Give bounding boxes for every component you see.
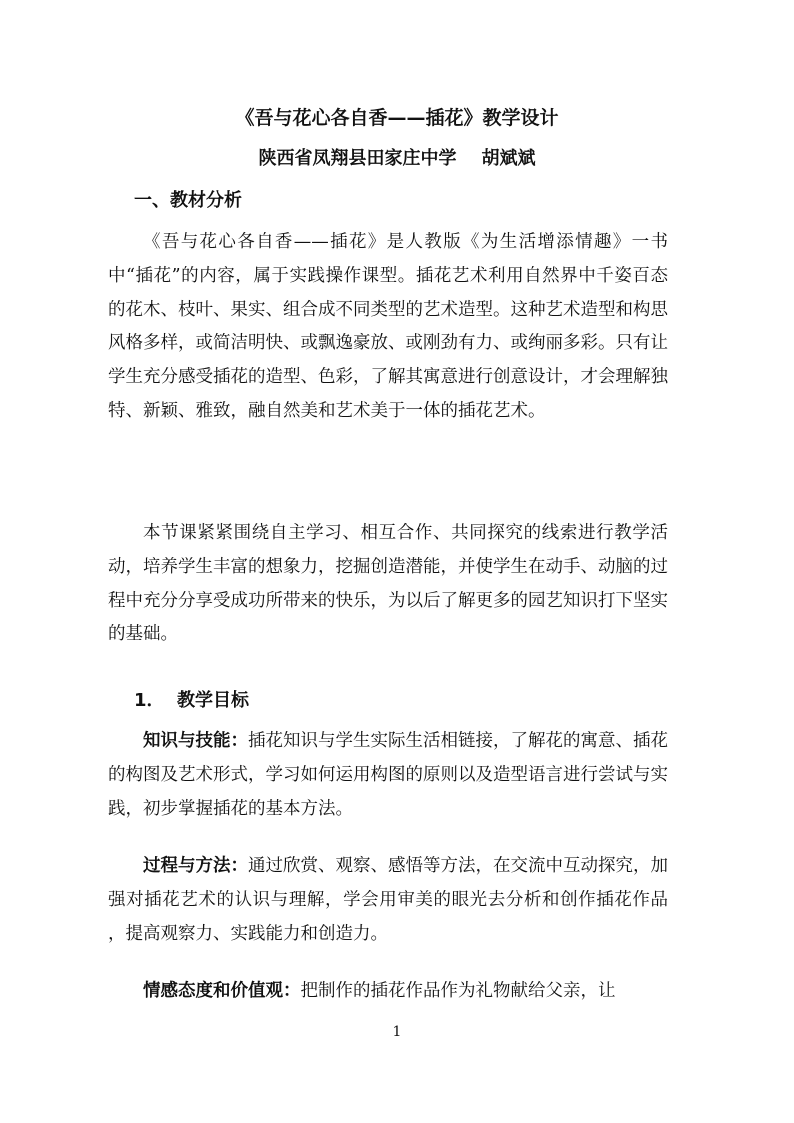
author-line: 陕西省凤翔县田家庄中学 胡斌斌 [258, 148, 536, 169]
document-title: 《吾与花心各自香——插花》教学设计 [235, 107, 559, 129]
goal-label-emotion-values: 情感态度和价值观： [143, 981, 301, 1001]
paragraph-lesson-approach: 本节课紧紧围绕自主学习、相互合作、共同探究的线索进行教学活动，培养学生丰富的想象力，挖掘创造潜能，并使学生在动手、动脑的过程中充分分享受成功所带来的快乐，为以后了解更多的园艺知识打下坚实的基础。 [108, 523, 668, 645]
goal-text-knowledge-skills: 插花知识与学生实际生活相链接，了解花的寓意、插花的构图及艺术形式，学习如何运用构图的原则以及造型语言进行尝试与实践，初步掌握插花的基本方法。 [108, 731, 668, 819]
goal-label-knowledge-skills: 知识与技能： [143, 731, 248, 751]
paragraph-emotion-values [108, 975, 668, 1009]
paragraph-process-methods [108, 850, 668, 951]
paragraph-knowledge-skills [108, 725, 668, 826]
page-number: 1 [392, 1024, 402, 1040]
section-heading-teaching-goals: 1． 教学目标 [134, 690, 250, 711]
goal-text-process-methods: 通过欣赏、观察、感悟等方法，在交流中互动探究，加强对插花艺术的认识与理解，学会用审美的眼光去分析和创作插花作品 ，提高观察力、实践能力和创造力。 [108, 856, 668, 944]
section-heading-textbook-analysis: 一、教材分析 [134, 190, 242, 211]
goal-label-process-methods: 过程与方法： [143, 856, 248, 876]
goal-text-emotion-values: 把制作的插花作品作为礼物献给父亲，让 [300, 981, 616, 1001]
paragraph-textbook-analysis: 《吾与花心各自香——插花》是人教版《为生活增添情趣》一书中“插花”的内容，属于实践操作课型。插花艺术利用自然界中千姿百态的花木、枝叶、果实、组合成不同类型的艺术造型。这种艺术造型和构思风格多样，或简洁明快、或飘逸豪放、或刚劲有力、或绚丽多彩。只有让学生充分感受插花的造型、色彩，了解其寓意进行创意设计，才会理解独特、新颖、雅致，融自然美和艺术美于一体的插花艺术。 [108, 232, 668, 421]
